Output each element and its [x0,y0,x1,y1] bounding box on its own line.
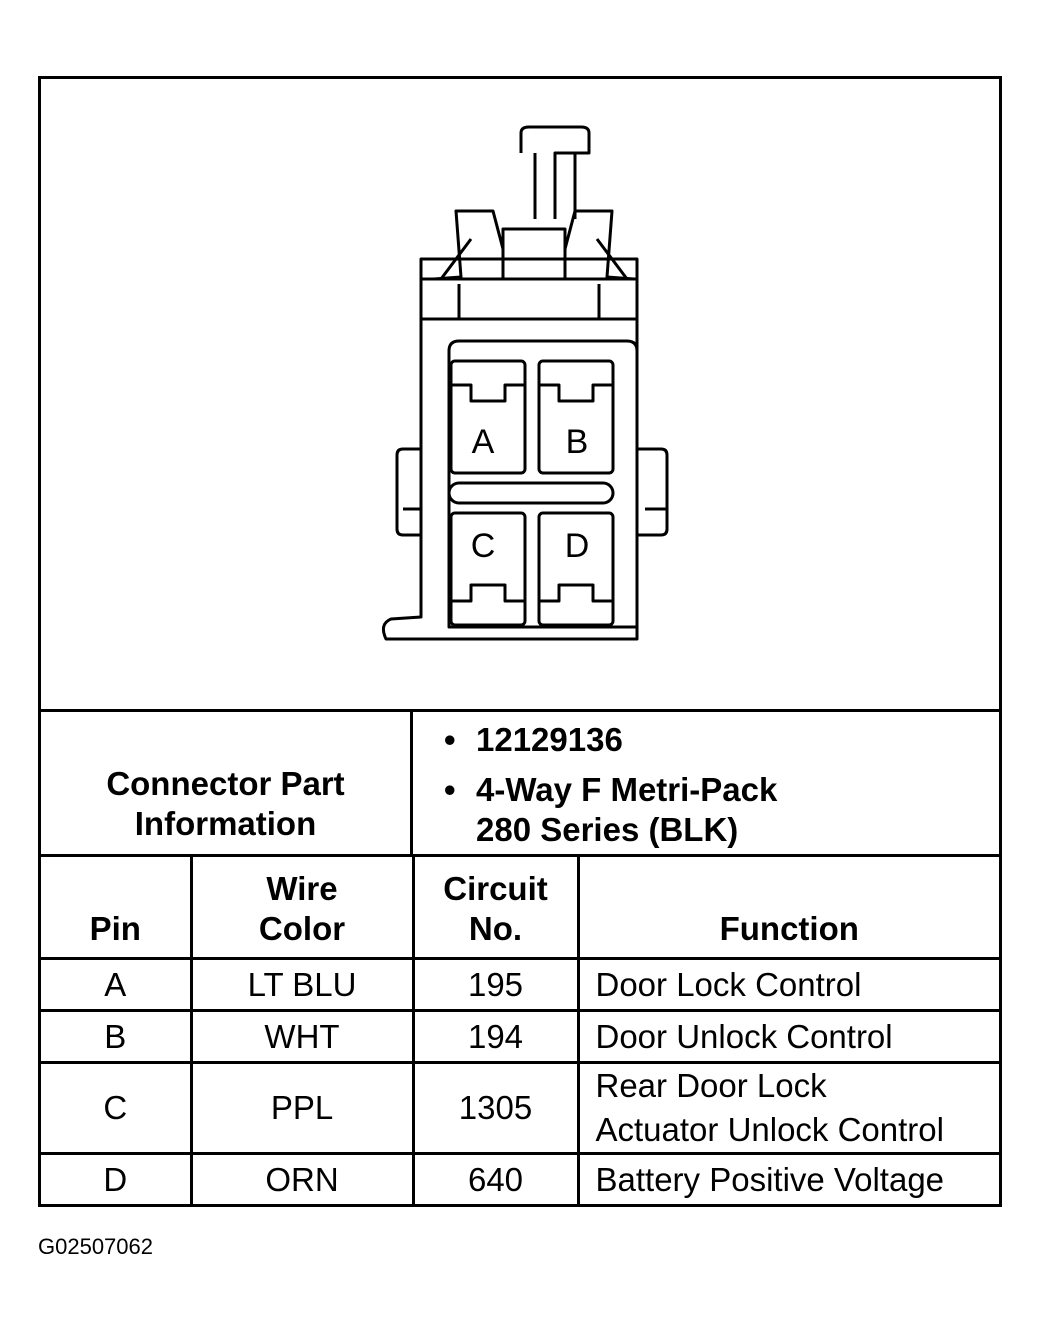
table-row [41,1063,999,1154]
part-description-2: 280 Series (BLK) [476,811,739,848]
cell-circuit: 195 [413,959,578,1011]
cell-wire-color: LT BLU [191,959,413,1011]
bullet-icon: • [444,771,456,808]
part-description-1: 4-Way F Metri-Pack [476,771,778,808]
table-row [41,1154,999,1206]
cell-pin: B [41,1011,191,1063]
header-function: Function [578,856,999,959]
info-label-cell [41,712,413,854]
function-line-1: Rear Door Lock [595,1067,827,1104]
cell-pin: D [41,1154,191,1206]
cell-wire-color: WHT [191,1011,413,1063]
header-circuit-no: Circuit No. [413,856,578,959]
part-description-line [444,770,778,810]
cell-pin: A [41,959,191,1011]
latch-shoulders [434,211,634,279]
cell-function: Door Lock Control [578,959,999,1011]
part-number-line [444,720,623,760]
cell-circuit: 1305 [413,1063,578,1154]
part-description-line-2 [476,810,738,850]
header-pin: Pin [41,856,191,959]
diagram-frame [38,76,1002,1207]
center-divider [449,483,613,503]
pin-label-a: A [471,423,495,461]
cell-function: Door Unlock Control [578,1011,999,1063]
cell-circuit: 194 [413,1011,578,1063]
part-number: 12129136 [476,721,623,758]
table-header-row [41,856,999,959]
bullet-icon: • [444,721,456,758]
cell-function: Battery Positive Voltage [578,1154,999,1206]
figure-code: G02507062 [38,1234,153,1259]
connector-face-drawing [41,79,999,709]
right-ear [637,449,667,535]
cell-function [578,1063,999,1154]
cell-pin: C [41,1063,191,1154]
cell-wire-color: PPL [191,1063,413,1154]
function-line-2: Actuator Unlock Control [595,1111,944,1148]
header-wire-color: Wire Color [191,856,413,959]
connector-info-row [41,712,999,857]
latch-tab [521,127,589,219]
table-row [41,1011,999,1063]
info-label: Connector Part Information [106,765,345,842]
pin-label-d: D [564,527,590,565]
cell-wire-color: ORN [191,1154,413,1206]
info-values-cell [416,712,999,854]
pin-table [41,854,999,1206]
table-row [41,959,999,1011]
pin-label-b: B [565,423,589,461]
cell-circuit: 640 [413,1154,578,1206]
pin-label-c: C [470,527,496,565]
left-ear [397,449,421,535]
connector-drawing-area [41,79,999,712]
